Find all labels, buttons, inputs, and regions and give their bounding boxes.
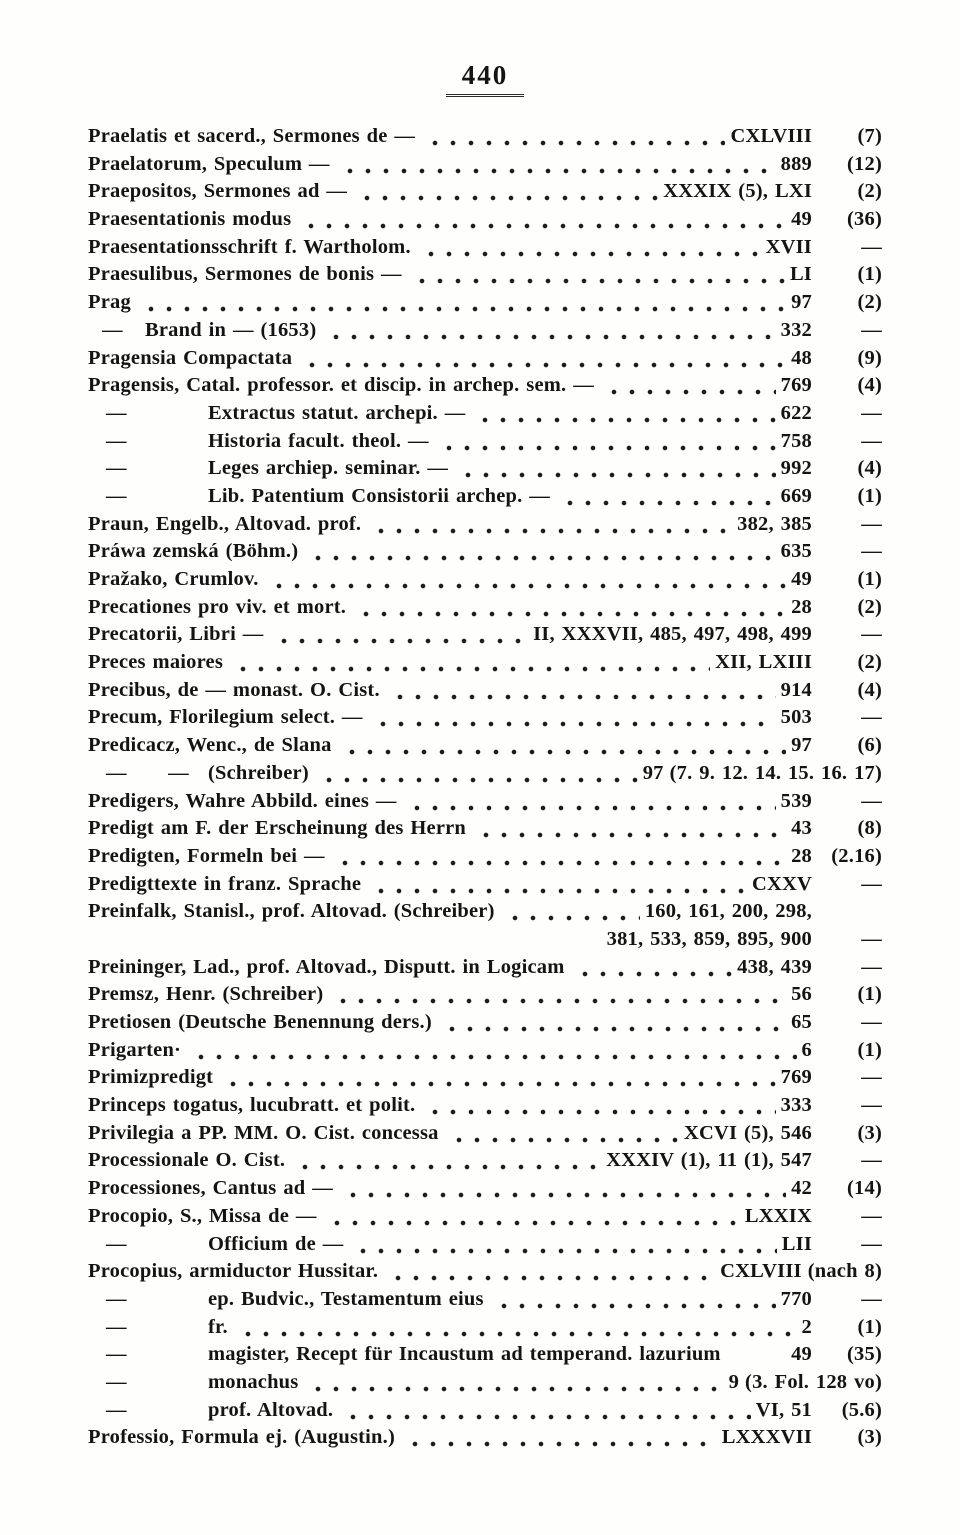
entry-page-ref: 28 [791,595,812,618]
entry-page-ref: 914 [780,678,812,701]
entry-dash: — [106,429,127,452]
entry-page-ref: XXXIX (5), LXI [663,180,812,203]
entry-note: — [861,1287,882,1310]
dot-leader [340,1175,786,1203]
dot-leader [387,677,776,705]
entry-text: Officium de — [208,1232,344,1255]
index-row [88,843,882,871]
entry-page-ref: 43 [791,817,812,840]
dot-leader [337,151,776,179]
entry-text: Prag [88,291,131,314]
dot-leader [502,898,640,926]
index-row [88,455,882,483]
entry-note: — [861,1204,882,1227]
entry-page-ref: 381, 533, 859, 895, 900 [606,927,812,950]
entry-note: — [861,623,882,646]
index-row [88,511,882,539]
entry-note: (3) [857,1121,882,1144]
dot-leader [402,1424,717,1452]
index-row [88,123,882,151]
dot-leader [354,178,658,206]
entry-text: Precibus, de — monast. O. Cist. [88,678,380,701]
dot-leader [385,1258,715,1286]
index-row [88,1175,882,1203]
entry-note: (3. Fol. 128 vo) [745,1370,882,1393]
entry-text: magister, Recept für Incaustum ad temperand. lazurium [208,1343,721,1366]
dot-leader [404,788,776,816]
dot-leader [446,1120,679,1148]
dot-leader [339,732,787,760]
entry-note: (7. 9. 12. 14. 15. 16. 17) [669,761,882,784]
entry-note: — [861,401,882,424]
dot-leader [95,926,602,954]
entry-page-ref: XVII [765,235,812,258]
entry-page-ref: 42 [791,1177,812,1200]
entry-text: Praelatorum, Speculum — [88,152,330,175]
index-row [88,1203,882,1231]
entry-page-ref: LXXIX [744,1204,812,1227]
index-row [88,1147,882,1175]
entry-page-ref: 382, 385 [737,512,812,535]
entry-note: (36) [847,208,882,231]
entry-note: (3) [857,1426,882,1449]
entry-page-ref: 65 [791,1011,812,1033]
entry-note: (9) [857,346,882,369]
index-row [88,677,882,705]
entry-page-ref: 889 [780,152,812,175]
entry-page-ref: 758 [780,429,812,452]
entry-dash: — — [106,761,189,784]
entry-text: fr. [208,1315,228,1338]
entry-note: (7) [857,125,882,147]
entry-page-ref: XCVI (5), 546 [683,1121,812,1144]
index-row [88,788,882,816]
index-row [88,345,882,373]
dot-leader [220,1064,775,1092]
entry-text: Procopius, armiductor Hussitar. [88,1260,379,1283]
entry-page-ref: CXLVIII [720,1260,802,1283]
entry-dash: — [106,457,127,480]
dot-leader [422,1092,775,1120]
entry-page-ref: 49 [791,1343,812,1366]
entry-note: (4) [857,678,882,701]
entry-page-ref: 539 [780,789,812,812]
entry-page-ref: CXLVIII [730,125,812,147]
entry-dash: — [106,484,127,507]
entry-text: Práwa zemská (Böhm.) [88,540,299,563]
folio-wrap [88,60,882,97]
entry-note: (2) [857,180,882,203]
entry-page-ref: 49 [791,568,812,590]
entry-page-ref: 6 [801,1038,812,1061]
entry-note: — [861,706,882,729]
entry-note: — [861,1011,882,1033]
entry-note: — [861,1094,882,1117]
entry-text: Precum, Florilegium select. — [88,706,363,729]
entry-note: (2) [857,651,882,674]
entry-note: (4) [857,457,882,480]
entry-text: Predigers, Wahre Abbild. eines — [88,789,397,812]
index-row [88,871,882,899]
index-row [88,289,882,317]
entry-dash: — [106,1232,127,1255]
entry-note: (14) [847,1177,882,1200]
entry-note: (2) [857,291,882,314]
dot-leader [455,455,776,483]
entry-text: Precatorii, Libri — [88,623,264,646]
entry-note: — [861,1232,882,1255]
entry-text: Privilegia a PP. MM. O. Cist. concessa [88,1121,439,1144]
entry-page-ref: 160, 161, 200, 298, [644,900,812,923]
entry-note: — [861,1066,882,1089]
index-row [88,1286,882,1314]
entry-dash: — [106,401,127,424]
entry-text: Predigttexte in franz. Sprache [88,872,362,895]
entry-dash: — [102,318,123,341]
entry-note: — [861,789,882,812]
entry-text: Pražako, Crumlov. [88,568,259,590]
entry-page-ref: 2 [801,1315,812,1338]
entry-note: — [861,318,882,341]
entry-dash: — [106,1315,127,1338]
entry-text: Princeps togatus, lucubratt. et polit. [88,1094,416,1117]
entry-page-ref: 9 [728,1370,740,1393]
entry-text: Leges archiep. seminar. — [208,457,449,480]
entry-note: (2) [857,595,882,618]
entry-note: — [861,235,882,258]
dot-leader [557,483,776,511]
dot-leader [370,704,776,732]
dot-leader [491,1286,776,1314]
entry-text: Praesulibus, Sermones de bonis — [88,263,402,286]
entry-note: (5.6) [841,1398,882,1421]
index-row [88,1064,882,1092]
entry-page-ref: LI [789,263,812,286]
entry-text: Praesentationis modus [88,208,292,231]
entry-text: Praesentationsschrift f. Wartholom. [88,235,411,258]
dot-leader [230,649,710,677]
index-row [88,1397,882,1425]
entry-page-ref: 769 [780,1066,812,1089]
entry-note: — [861,512,882,535]
entry-page-ref: 97 [642,761,664,784]
index-row [88,1258,882,1286]
entry-note: (8) [857,817,882,840]
entry-text: Preininger, Lad., prof. Altovad., Disputt. in Logicam [88,955,565,978]
entry-page-ref: 332 [780,318,812,341]
entry-note: (35) [847,1343,882,1366]
index-row [88,704,882,732]
entry-text: Procopio, S., Missa de — [88,1204,317,1227]
index-row [88,760,882,788]
dot-leader [350,1231,776,1259]
index-row [88,372,882,400]
index-rows [88,123,882,1452]
index-row [88,1009,882,1037]
index-row [88,1369,882,1397]
entry-page-ref: 992 [780,457,812,480]
entry-note: — [861,872,882,895]
entry-text: prof. Altovad. [208,1398,334,1421]
entry-note: (1) [857,484,882,507]
entry-page-ref: 56 [791,983,812,1006]
index-row [88,954,882,982]
dot-leader [298,206,786,234]
dot-leader [316,760,638,788]
entry-page-ref: LXXXVII [721,1426,812,1449]
index-row [88,234,882,262]
entry-text: Preces maiores [88,651,224,674]
dot-leader [728,1341,786,1369]
index-row [88,317,882,345]
dot-leader [292,1147,601,1175]
dot-leader [235,1314,797,1342]
entry-page-ref: 28 [791,844,812,867]
dot-leader [305,1369,723,1397]
index-row [88,538,882,566]
dot-leader [324,1203,740,1231]
dot-leader [572,954,733,982]
entry-page-ref: 97 [791,734,812,757]
entry-note: (2.16) [831,844,882,867]
entry-page-ref: 49 [791,208,812,231]
entry-note: — [861,540,882,563]
entry-dash: — [106,1398,127,1421]
entry-page-ref: 48 [791,346,812,369]
index-row [88,566,882,594]
index-row [88,732,882,760]
entry-dash: — [106,1287,127,1310]
entry-page-ref: 635 [780,540,812,563]
entry-text: (Schreiber) [208,761,309,784]
entry-note: (1) [857,1315,882,1338]
entry-text: ep. Budvic., Testamentum eius [208,1287,484,1310]
entry-text: monachus [208,1370,299,1393]
entry-text: Historia facult. theol. — [208,429,429,452]
index-row [88,400,882,428]
index-row [88,926,882,954]
entry-page-ref: II, XXXVII, 485, 497, 498, 499 [533,623,812,646]
entry-text: Precationes pro viv. et mort. [88,595,347,618]
dot-leader [439,1009,786,1037]
entry-page-ref: 97 [791,291,812,314]
entry-page-ref: XII, LXIII [715,651,812,674]
index-row [88,1037,882,1065]
entry-note: (4) [857,374,882,397]
entry-page-ref: CXXV [751,872,812,895]
entry-text: Pretiosen (Deutsche Benennung ders.) [88,1011,432,1033]
index-row [88,1231,882,1259]
entry-note: (1) [857,1038,882,1061]
entry-text: Premsz, Henr. (Schreiber) [88,983,324,1006]
entry-text: Professio, Formula ej. (Augustin.) [88,1426,396,1449]
index-row [88,428,882,456]
index-row [88,1314,882,1342]
index-row [88,1341,882,1369]
dot-leader [353,594,786,622]
entry-note [818,898,882,926]
entry-dash: — [106,1370,127,1393]
entry-text: Extractus statut. archepi. — [208,401,466,424]
dot-leader [323,317,775,345]
dot-leader [266,566,787,594]
entry-dash: — [106,1343,127,1366]
entry-text: Preinfalk, Stanisl., prof. Altovad. (Schreiber) [88,900,495,923]
dot-leader [472,400,775,428]
index-row [88,898,882,926]
dot-leader [138,289,786,317]
dot-leader [368,511,732,539]
entry-page-ref: 669 [780,484,812,507]
entry-note: (1) [857,568,882,590]
index-row [88,815,882,843]
entry-text: Predicacz, Wenc., de Slana [88,734,332,757]
dot-leader [473,815,786,843]
entry-note: — [861,955,882,978]
dot-leader [422,123,725,151]
entry-page-ref: 503 [780,706,812,729]
index-row [88,206,882,234]
index-row [88,649,882,677]
index-row [88,483,882,511]
entry-page-ref: XXXIV (1), 11 (1), 547 [606,1149,812,1172]
entry-text: Primizpredigt [88,1066,214,1089]
entry-note: (1) [857,983,882,1006]
entry-page-ref: VI, 51 [755,1398,812,1421]
entry-text: Predigten, Formeln bei — [88,844,325,867]
dot-leader [436,428,776,456]
entry-page-ref: 770 [780,1287,812,1310]
dot-leader [330,981,786,1009]
dot-leader [368,871,747,899]
entry-note: — [861,927,882,950]
dot-leader [188,1037,796,1065]
dot-leader [271,621,529,649]
entry-text: Pragensis, Catal. professor. et discip. in archep. sem. — [88,374,594,397]
dot-leader [409,261,785,289]
entry-note: (1) [857,263,882,286]
index-row [88,151,882,179]
entry-page-ref: 769 [780,374,812,397]
page-number: 440 [446,60,525,97]
entry-page-ref: 438, 439 [737,955,812,978]
entry-note: (nach 8) [807,1260,882,1283]
entry-page-ref: 333 [780,1094,812,1117]
entry-text: Processionale O. Cist. [88,1149,286,1172]
index-row [88,594,882,622]
entry-text: Predigt am F. der Erscheinung des Herrn [88,817,467,840]
entry-note: — [861,429,882,452]
entry-text: Processiones, Cantus ad — [88,1177,333,1200]
entry-text: Lib. Patentium Consistorii archep. — [208,484,550,507]
index-row [88,1424,882,1452]
dot-leader [418,234,761,262]
dot-leader [332,843,786,871]
entry-note: (6) [857,734,882,757]
entry-text: Pragensia Compactata [88,346,293,369]
entry-note: (12) [847,152,882,175]
entry-page-ref: LII [781,1232,812,1255]
entry-text: Praepositos, Sermones ad — [88,180,348,203]
dot-leader [601,372,776,400]
dot-leader [299,345,786,373]
entry-text: Praun, Engelb., Altovad. prof. [88,512,362,535]
entry-text: Praelatis et sacerd., Sermones de — [88,125,416,147]
entry-text: Prigarten· [88,1038,182,1061]
entry-text: Brand in — (1653) [145,318,317,341]
entry-note: — [861,1149,882,1172]
index-row [88,1092,882,1120]
index-row [88,621,882,649]
index-row [88,178,882,206]
index-row [88,981,882,1009]
dot-leader [340,1397,751,1425]
dot-leader [305,538,775,566]
index-row [88,261,882,289]
index-row [88,1120,882,1148]
entry-page-ref: 622 [780,401,812,424]
